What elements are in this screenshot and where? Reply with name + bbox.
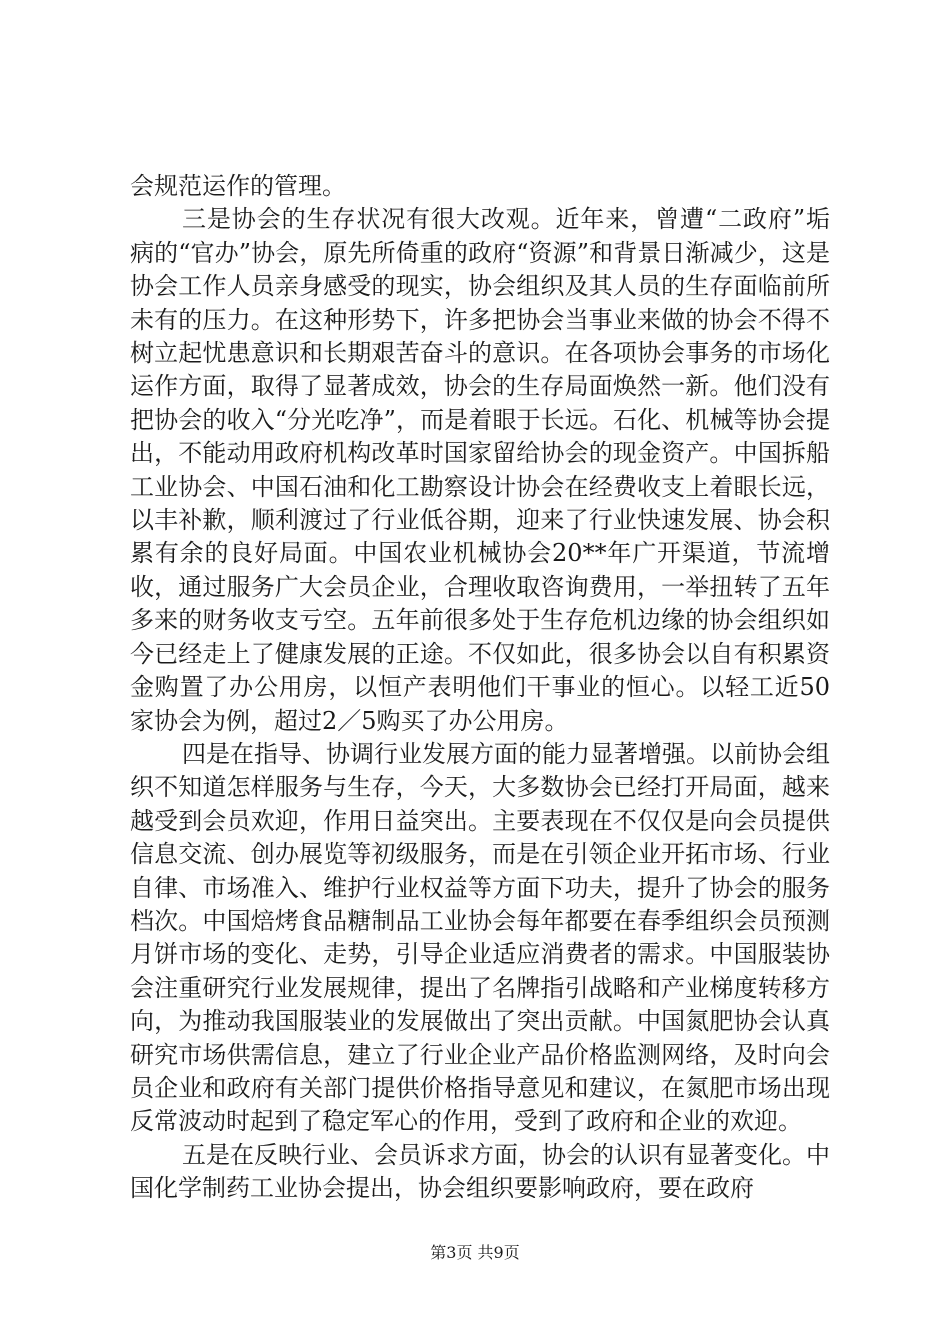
paragraph-member-appeals: 五是在反映行业、会员诉求方面，协会的认识有显著变化。中国化学制药工业协会提出，协会组织要影响政府，要在政府 [130, 1140, 830, 1203]
paragraph-continuation: 会规范运作的管理。 [130, 172, 346, 200]
page-number-footer: 第3页 共9页 [430, 1243, 520, 1262]
document-body [130, 170, 830, 1206]
paragraph-survival-status: 三是协会的生存状况有很大改观。近年来，曾遭“二政府”垢病的“官办”协会，原先所倚重的政府“资源”和背景日渐减少，这是协会工作人员亲身感受的现实，协会组织及其人员的生存面临前所未有的压力。在这种形势下，许多把协会当事业来做的协会不得不树立起忧患意识和长期艰苦奋斗的意识。在各项协会事务的市场化运作方面，取得了显著成效，协会的生存局面焕然一新。他们没有把协会的收入“分光吃净”，而是着眼于长远。石化、机械等协会提出，不能动用政府机构改革时国家留给协会的现金资产。中国拆船工业协会、中国石油和化工勘察设计协会在经费收支上着眼长远，以丰补歉，顺利渡过了行业低谷期，迎来了行业快速发展、协会积累有余的良好局面。中国农业机械协会20**年广开渠道，节流增收，通过服务广大会员企业，合理收取咨询费用，一举扭转了五年多来的财务收支亏空。五年前很多处于生存危机边缘的协会组织如今已经走上了健康发展的正途。不仅如此，很多协会以自有积累资金购置了办公用房，以恒产表明他们干事业的恒心。以轻工近50家协会为例，超过2／5购买了办公用房。 [130, 205, 830, 735]
paragraph-industry-guidance: 四是在指导、协调行业发展方面的能力显著增强。以前协会组织不知道怎样服务与生存，今天，大多数协会已经打开局面，越来越受到会员欢迎，作用日益突出。主要表现在不仅仅是向会员提供信息交流、创办展览等初级服务，而是在引领企业开拓市场、行业自律、市场准入、维护行业权益等方面下功夫，提升了协会的服务档次。中国焙烤食品糖制品工业协会每年都要在春季组织会员预测月饼市场的变化、走势，引导企业适应消费者的需求。中国服装协会注重研究行业发展规律，提出了名牌指引战略和产业梯度转移方向，为推动我国服装业的发展做出了突出贡献。中国氮肥协会认真研究市场供需信息，建立了行业企业产品价格监测网络，及时向会员企业和政府有关部门提供价格指导意见和建议，在氮肥市场出现反常波动时起到了稳定军心的作用，受到了政府和企业的欢迎。 [130, 739, 830, 1136]
